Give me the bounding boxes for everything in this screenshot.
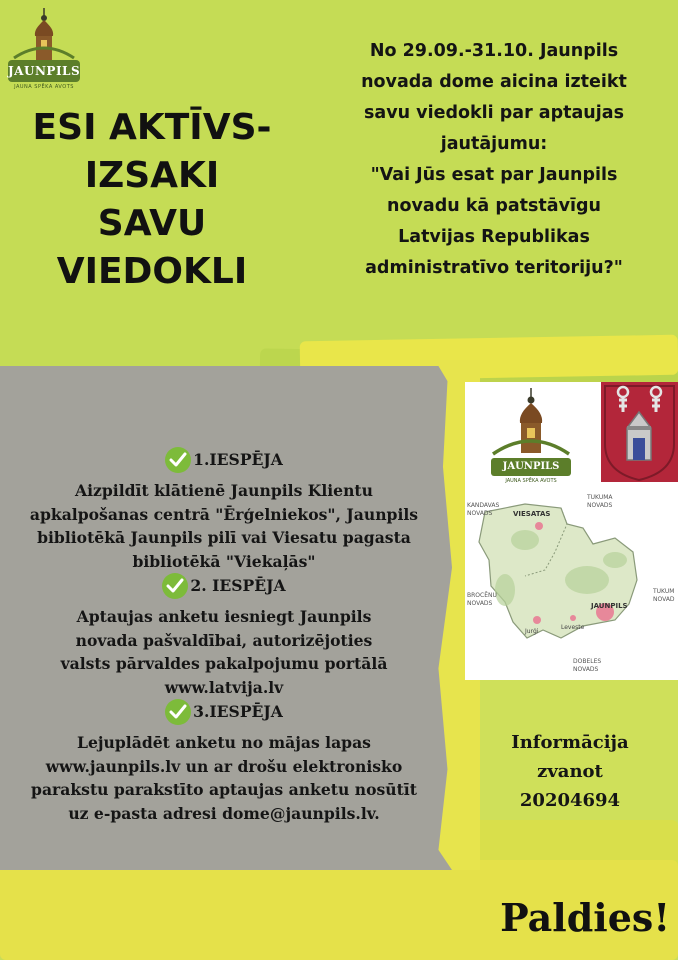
map-card (465, 382, 678, 680)
tower-icon (487, 388, 575, 460)
option-title: 3.IESPĒJA (193, 702, 283, 722)
headline-line: IZSAKI (84, 155, 220, 196)
headline-line: VIEDOKLI (56, 251, 248, 292)
contact-info (490, 728, 650, 815)
coat-of-arms-icon (601, 382, 678, 482)
logo-motto: JAUNA SPĒKA AVOTS (14, 84, 74, 90)
option-line[interactable]: www.latvija.lv (164, 677, 284, 697)
option-line[interactable]: uz e-pasta adresi dome@jaunpils.lv. (68, 803, 380, 823)
info-line: zvanot (537, 761, 603, 782)
region-map (465, 490, 678, 680)
option-line: Aptaujas anketu iesniegt Jaunpils (76, 607, 372, 627)
phone-number[interactable]: 20204694 (519, 790, 621, 811)
check-icon (165, 447, 191, 473)
option-line: bibliotēkā Jaunpils pilī vai Viesatu pagasta (37, 528, 411, 548)
option-1 (4, 447, 444, 573)
question-line: savu viedokli par aptaujas (364, 103, 624, 123)
map-label-jaunpils: JAUNPILS (591, 602, 628, 610)
option-title: 1.IESPĒJA (193, 450, 283, 470)
jaunpils-logo (8, 8, 80, 90)
map-label-leveste: Leveste (561, 624, 585, 631)
map-label-jurgi: Jurģi (525, 628, 539, 635)
question-line: No 29.09.-31.10. Jaunpils (369, 41, 619, 61)
survey-question (318, 36, 670, 284)
option-line: parakstu parakstīto aptaujas anketu nosūtīt (31, 780, 417, 800)
map-label-brocenu: BROCĒNU NOVADS (467, 592, 497, 607)
map-label-kandavas: KANDAVAS NOVADS (467, 502, 500, 517)
logo-wordmark: JAUNPILS (8, 60, 80, 82)
option-line[interactable]: www.jaunpils.lv un ar drošu elektronisko (45, 756, 403, 776)
tower-icon (8, 8, 80, 64)
check-icon (162, 573, 188, 599)
option-line: apkalpošanas centrā "Ērģelniekos", Jaunpils (29, 504, 419, 524)
option-line: bibliotēkā "Viekaļās" (132, 551, 316, 571)
headline-line: SAVU (97, 203, 207, 244)
question-line: "Vai Jūs esat par Jaunpils (370, 165, 618, 185)
question-line: novadu kā patstāvīgu (387, 196, 601, 216)
jaunpils-logo-small (487, 388, 575, 488)
question-line: Latvijas Republikas (398, 227, 590, 247)
map-label-viesatas: VIESATAS (513, 510, 551, 518)
option-heading (162, 573, 285, 599)
option-line: novada pašvaldībai, autorizējoties (75, 630, 373, 650)
option-line: Lejuplādēt anketu no mājas lapas (77, 733, 371, 753)
map-label-tukuma-right: TUKUM NOVAD (653, 588, 675, 603)
option-heading (165, 699, 283, 725)
option-line: Aizpildīt klātienē Jaunpils Klientu (75, 481, 373, 501)
info-line: Informācija (511, 732, 629, 753)
participation-options (4, 447, 444, 825)
option-2 (4, 573, 444, 699)
logo-motto: JAUNA SPĒKA AVOTS (505, 478, 557, 484)
question-line: administratīvo teritoriju?" (365, 258, 623, 278)
headline-line: ESI AKTĪVS- (32, 107, 272, 148)
option-3 (4, 699, 444, 825)
option-line: valsts pārvaldes pakalpojumu portālā (60, 654, 388, 674)
map-label-tukuma-top: TUKUMA NOVADS (587, 494, 613, 509)
logo-wordmark: JAUNPILS (491, 458, 571, 476)
option-heading (165, 447, 283, 473)
option-title: 2. IESPĒJA (190, 576, 286, 596)
map-label-dobeles: DOBELES NOVADS (573, 658, 602, 673)
thanks-text: Paldies! (500, 895, 670, 940)
headline (18, 104, 286, 296)
check-icon (165, 699, 191, 725)
question-line: jautājumu: (440, 134, 548, 154)
question-line: novada dome aicina izteikt (361, 72, 627, 92)
